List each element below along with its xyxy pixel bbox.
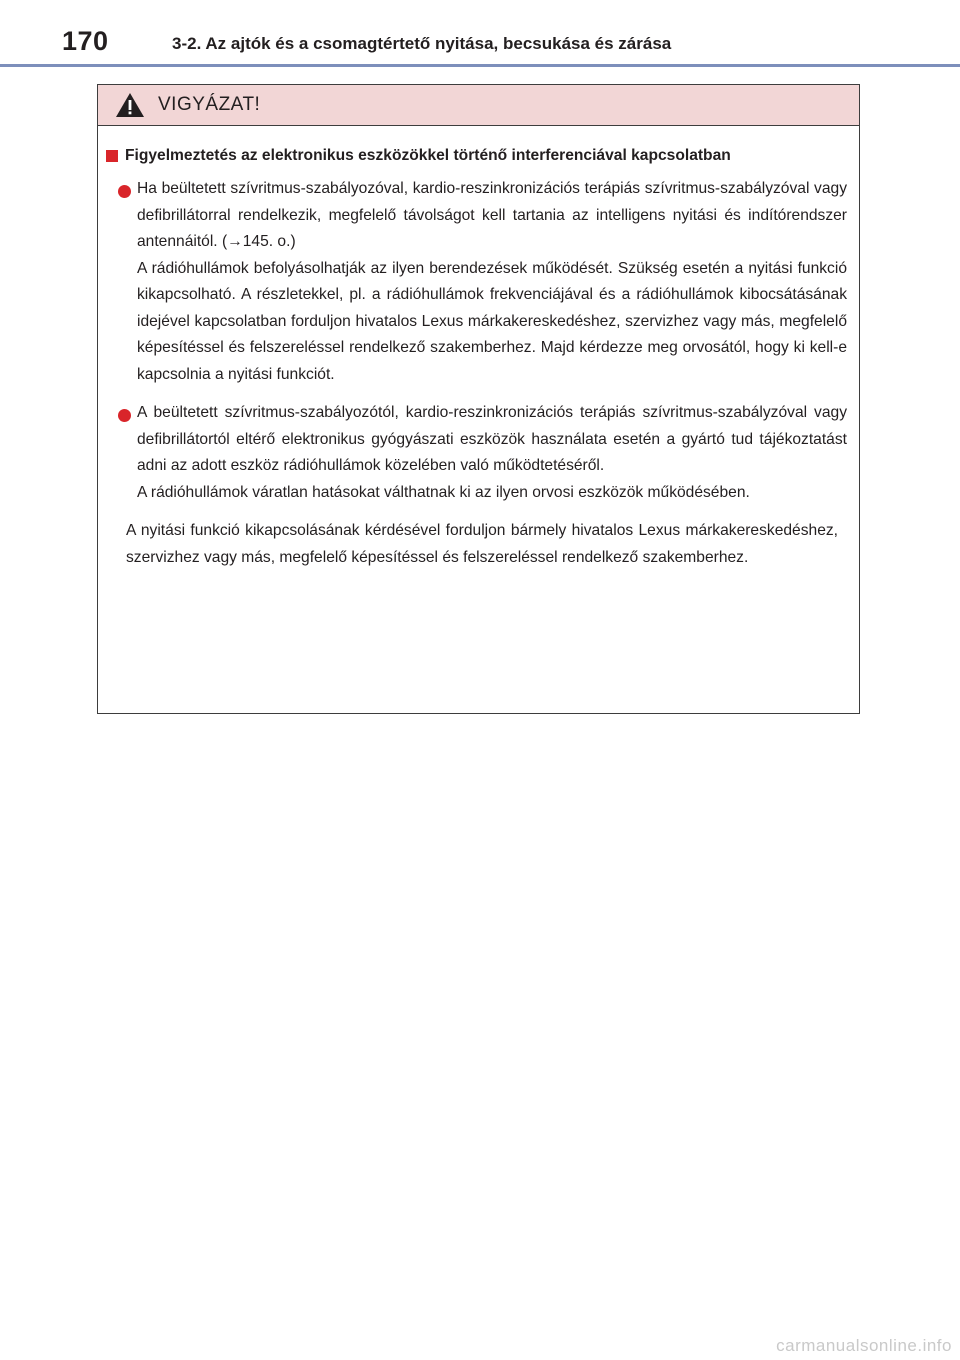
dot-bullet-icon <box>118 185 131 198</box>
paragraph: A rádióhullámok befolyásolhatják az ilyen berendezések működését. Szükség esetén a nyitási funkció kikapcsolható. A részletekkel, pl. a rádióhullámok frekvenciájával és a rádióhullámok kibocsátásának idejével kapcsolatban forduljon hivatalos Lexus márkakereskedéshez, szervizhez vagy más, megfelelő képesítéssel és felszereléssel rendelkező szakemberhez. Majd kérdezze meg orvosától, hogy ki kell-e kapcsolnia a nyitási funkciót. <box>137 259 847 383</box>
header-rule <box>0 64 960 67</box>
watermark: carmanualsonline.info <box>776 1336 952 1355</box>
paragraph: A beültetett szívritmus-szabályozótól, kardio-reszinkronizációs terápiás szívritmus-szabályzóval vagy defibrillátortól eltérő elektronikus gyógyászati eszközök használata esetén a gyártó tud tájékoztatást adni az adott eszköz rádióhullámok közelében való működtetéséről. <box>137 404 847 474</box>
caution-box <box>97 84 860 714</box>
page-number: 170 <box>62 26 109 56</box>
bullet-item-pacemaker <box>118 176 851 388</box>
dot-bullet-icon <box>118 409 131 422</box>
caution-title: VIGYÁZAT! <box>158 94 261 115</box>
caution-body <box>98 126 859 571</box>
caution-subheading <box>106 144 851 168</box>
bullet-text <box>137 176 847 388</box>
paragraph: Ha beültetett szívritmus-szabályozóval, kardio-reszinkronizációs terápiás szívritmus-szabályzóval vagy defibrillátorral rendelkezik, megfelelő távolságot kell tartania az intelligens nyitási és indítórendszer antennáitól. (→145. o.) <box>137 180 847 250</box>
page-header <box>0 0 960 68</box>
closing-paragraph: A nyitási funkció kikapcsolásának kérdésével forduljon bármely hivatalos Lexus márkakereskedéshez, szervizhez vagy más, megfelelő képesítéssel és felszereléssel rendelkező szakemberhez. <box>126 522 838 566</box>
square-bullet-icon <box>106 150 118 162</box>
bullet-text <box>137 400 847 506</box>
paragraph: A rádióhullámok váratlan hatásokat válthatnak ki az ilyen orvosi eszközök működésében. <box>137 483 750 501</box>
caution-header <box>98 85 859 126</box>
subheading-text: Figyelmeztetés az elektronikus eszközökkel történő interferenciával kapcsolatban <box>125 147 731 164</box>
section-title: 3-2. Az ajtók és a csomagtértető nyitása, becsukása és zárása <box>172 34 672 53</box>
warning-triangle-icon <box>115 92 145 118</box>
bullet-item-other-devices <box>118 400 851 506</box>
